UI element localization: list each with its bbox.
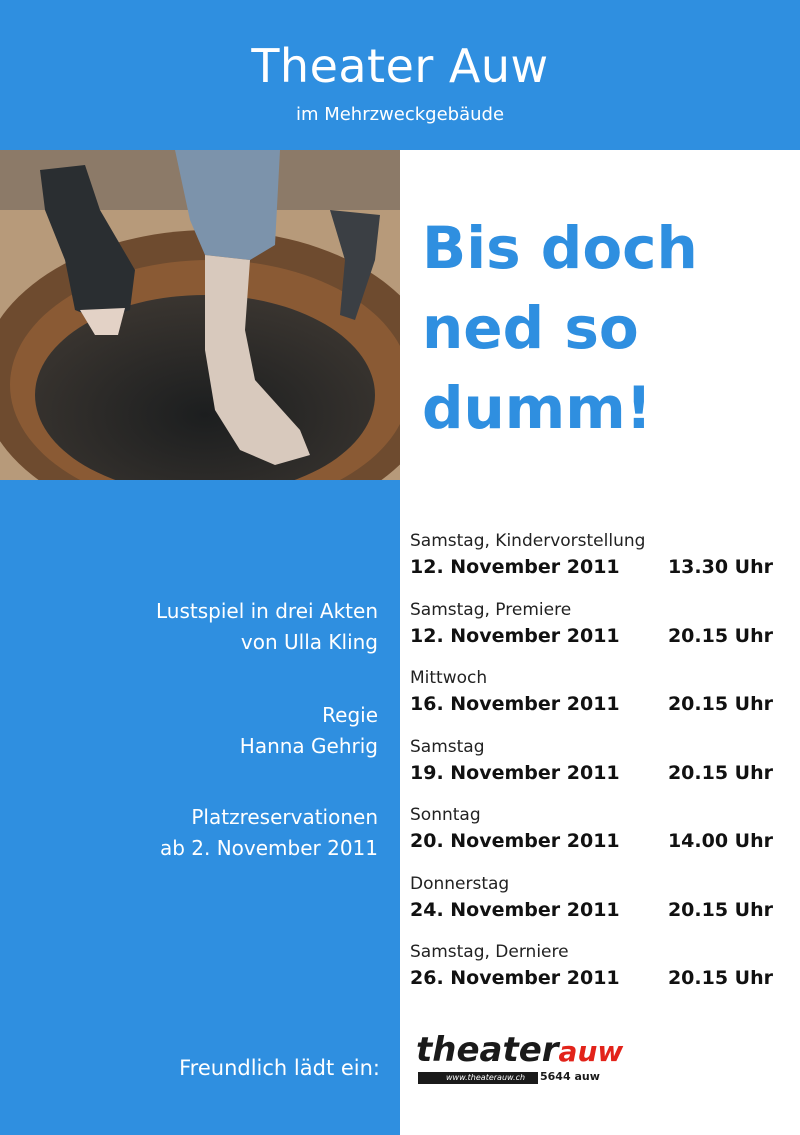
logo-url: www.theaterauw.ch <box>418 1072 538 1084</box>
play-author: von Ulla Kling <box>240 630 378 654</box>
performance-time: 14.00 Uhr <box>667 830 773 852</box>
performance-date: 19. November 2011 <box>410 761 620 784</box>
play-title-line-3: dumm! <box>422 374 653 442</box>
performance-day: Donnerstag <box>410 873 510 894</box>
performance-date: 24. November 2011 <box>410 898 620 921</box>
logo-wordmark <box>416 1030 623 1070</box>
reservation-block <box>160 802 378 864</box>
performance-time: 20.15 Uhr <box>667 898 773 921</box>
play-genre: Lustspiel in drei Akten <box>156 599 378 623</box>
performance-date: 16. November 2011 <box>410 693 620 715</box>
venue-subtitle: im Mehrzweckgebäude <box>295 104 505 125</box>
logo-word-theater: theater <box>416 1030 559 1070</box>
performance-entry <box>410 939 795 1008</box>
play-genre-block <box>156 596 378 658</box>
performance-date: 26. November 2011 <box>410 967 620 989</box>
play-title-line-2: ned so <box>422 294 639 362</box>
performance-time: 20.15 Uhr <box>667 624 773 647</box>
reservation-label: Platzreservationen <box>191 805 378 829</box>
performance-time: 20.15 Uhr <box>667 761 773 784</box>
reservation-date: ab 2. November 2011 <box>159 836 378 860</box>
director-name: Hanna Gehrig <box>239 734 378 758</box>
play-title-line-1: Bis doch <box>422 214 698 282</box>
performance-time: 20.15 Uhr <box>667 967 773 989</box>
poster-header <box>0 0 800 150</box>
feet-in-barrel-photo <box>0 150 400 480</box>
logo-location: 5644 auw <box>540 1070 600 1083</box>
performance-day: Samstag, Premiere <box>410 599 572 620</box>
theater-auw-logo <box>416 1030 626 1090</box>
performance-date: 20. November 2011 <box>410 830 620 852</box>
performance-time: 13.30 Uhr <box>667 556 773 578</box>
performance-day: Sonntag <box>410 805 481 825</box>
performance-date: 12. November 2011 <box>410 556 620 578</box>
performance-entry <box>410 528 795 597</box>
performance-schedule <box>410 528 795 1008</box>
logo-word-auw: auw <box>558 1035 624 1068</box>
performance-day: Samstag <box>410 736 485 757</box>
invitation-text: Freundlich lädt ein: <box>179 1056 380 1080</box>
performance-day: Mittwoch <box>410 668 488 688</box>
theater-name: Theater Auw <box>251 39 549 93</box>
performance-entry <box>410 871 795 940</box>
director-label: Regie <box>322 703 378 727</box>
performance-entry <box>410 597 795 666</box>
play-title <box>422 208 792 448</box>
director-block <box>240 700 378 762</box>
performance-time: 20.15 Uhr <box>667 693 773 715</box>
performance-entry <box>410 734 795 803</box>
performance-entry <box>410 665 795 734</box>
performance-day: Samstag, Derniere <box>410 942 569 962</box>
performance-day: Samstag, Kindervorstellung <box>410 531 646 551</box>
performance-date: 12. November 2011 <box>410 624 620 647</box>
performance-entry <box>410 802 795 871</box>
